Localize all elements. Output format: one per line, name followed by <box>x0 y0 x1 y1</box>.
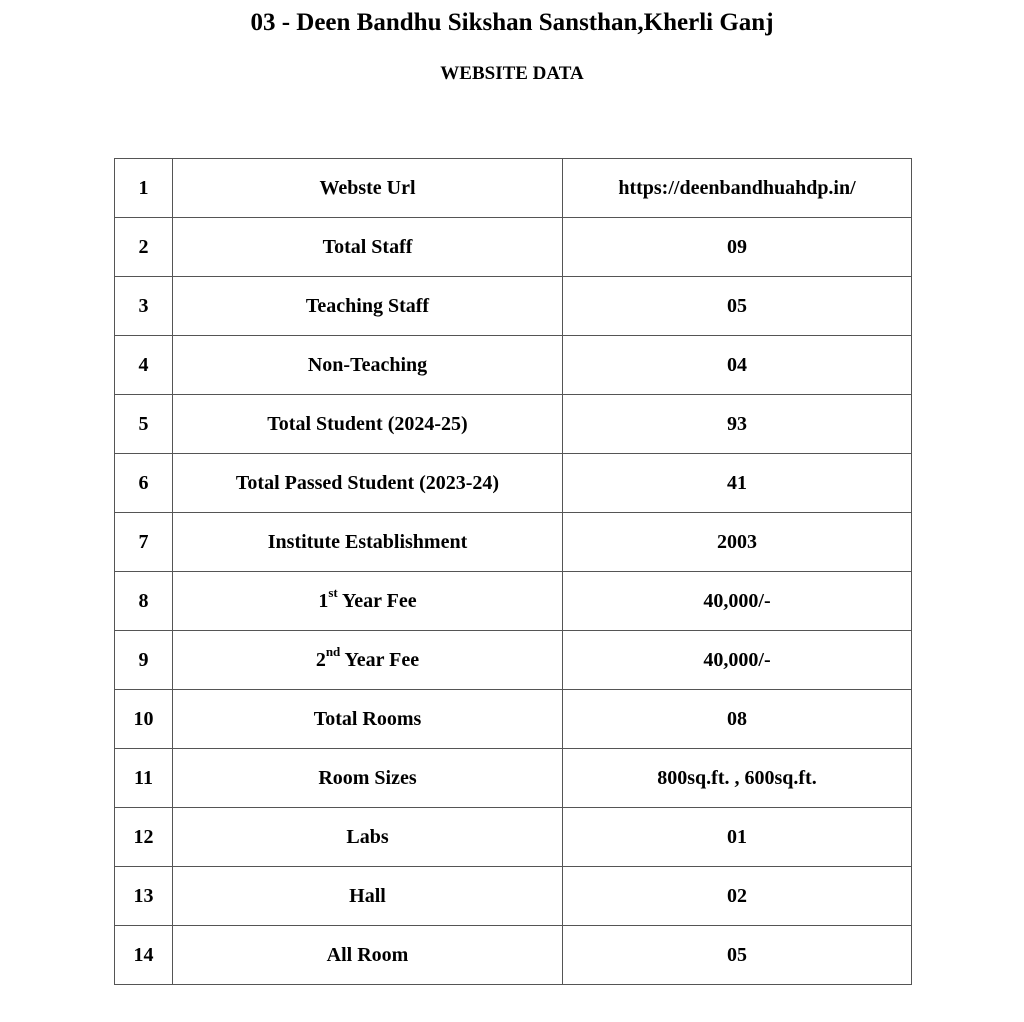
row-value: 40,000/- <box>563 572 912 631</box>
row-value: 05 <box>563 277 912 336</box>
label-ordinal: 2 <box>315 649 326 671</box>
table-row <box>115 690 912 749</box>
row-label <box>173 631 563 690</box>
row-label: Total Student (2024-25) <box>173 395 563 454</box>
table-row <box>115 277 912 336</box>
row-value: https://deenbandhuahdp.in/ <box>563 159 912 218</box>
row-label: Total Staff <box>173 218 563 277</box>
row-number: 6 <box>115 454 173 513</box>
row-number: 10 <box>115 690 173 749</box>
row-label: Room Sizes <box>173 749 563 808</box>
row-label: Institute Establishment <box>173 513 563 572</box>
row-number: 5 <box>115 395 173 454</box>
label-text: Year Fee <box>337 590 417 612</box>
row-label: Non-Teaching <box>173 336 563 395</box>
row-number: 14 <box>115 926 173 985</box>
row-number: 8 <box>115 572 173 631</box>
row-value: 40,000/- <box>563 631 912 690</box>
table-row <box>115 808 912 867</box>
website-data-table <box>114 158 912 985</box>
row-label: Total Rooms <box>173 690 563 749</box>
row-value: 2003 <box>563 513 912 572</box>
row-label: Total Passed Student (2023-24) <box>173 454 563 513</box>
row-label <box>173 572 563 631</box>
row-number: 4 <box>115 336 173 395</box>
label-ordinal-suffix: nd <box>325 644 341 660</box>
row-label: Teaching Staff <box>173 277 563 336</box>
row-value: 41 <box>563 454 912 513</box>
table-row <box>115 749 912 808</box>
page-title: 03 - Deen Bandhu Sikshan Sansthan,Kherli Ganj <box>250 9 774 36</box>
row-value: 01 <box>563 808 912 867</box>
row-value: 08 <box>563 690 912 749</box>
row-value: 800sq.ft. , 600sq.ft. <box>563 749 912 808</box>
label-ordinal: 1 <box>318 590 329 612</box>
table-row <box>115 513 912 572</box>
row-number: 12 <box>115 808 173 867</box>
row-label: All Room <box>173 926 563 985</box>
table-row <box>115 926 912 985</box>
table-row <box>115 395 912 454</box>
table-row <box>115 218 912 277</box>
table-row <box>115 572 912 631</box>
row-value: 05 <box>563 926 912 985</box>
row-number: 13 <box>115 867 173 926</box>
row-value: 09 <box>563 218 912 277</box>
table-row <box>115 867 912 926</box>
row-number: 11 <box>115 749 173 808</box>
row-value: 02 <box>563 867 912 926</box>
row-value: 04 <box>563 336 912 395</box>
row-value: 93 <box>563 395 912 454</box>
row-label: Hall <box>173 867 563 926</box>
table-row <box>115 336 912 395</box>
label-ordinal-suffix: st <box>328 585 338 601</box>
row-number: 9 <box>115 631 173 690</box>
row-label: Webste Url <box>173 159 563 218</box>
row-number: 3 <box>115 277 173 336</box>
row-number: 2 <box>115 218 173 277</box>
row-number: 7 <box>115 513 173 572</box>
table-row <box>115 631 912 690</box>
page-subtitle: WEBSITE DATA <box>440 63 584 84</box>
table-row <box>115 159 912 218</box>
table-row <box>115 454 912 513</box>
row-label: Labs <box>173 808 563 867</box>
row-number: 1 <box>115 159 173 218</box>
label-text: Year Fee <box>340 649 420 671</box>
